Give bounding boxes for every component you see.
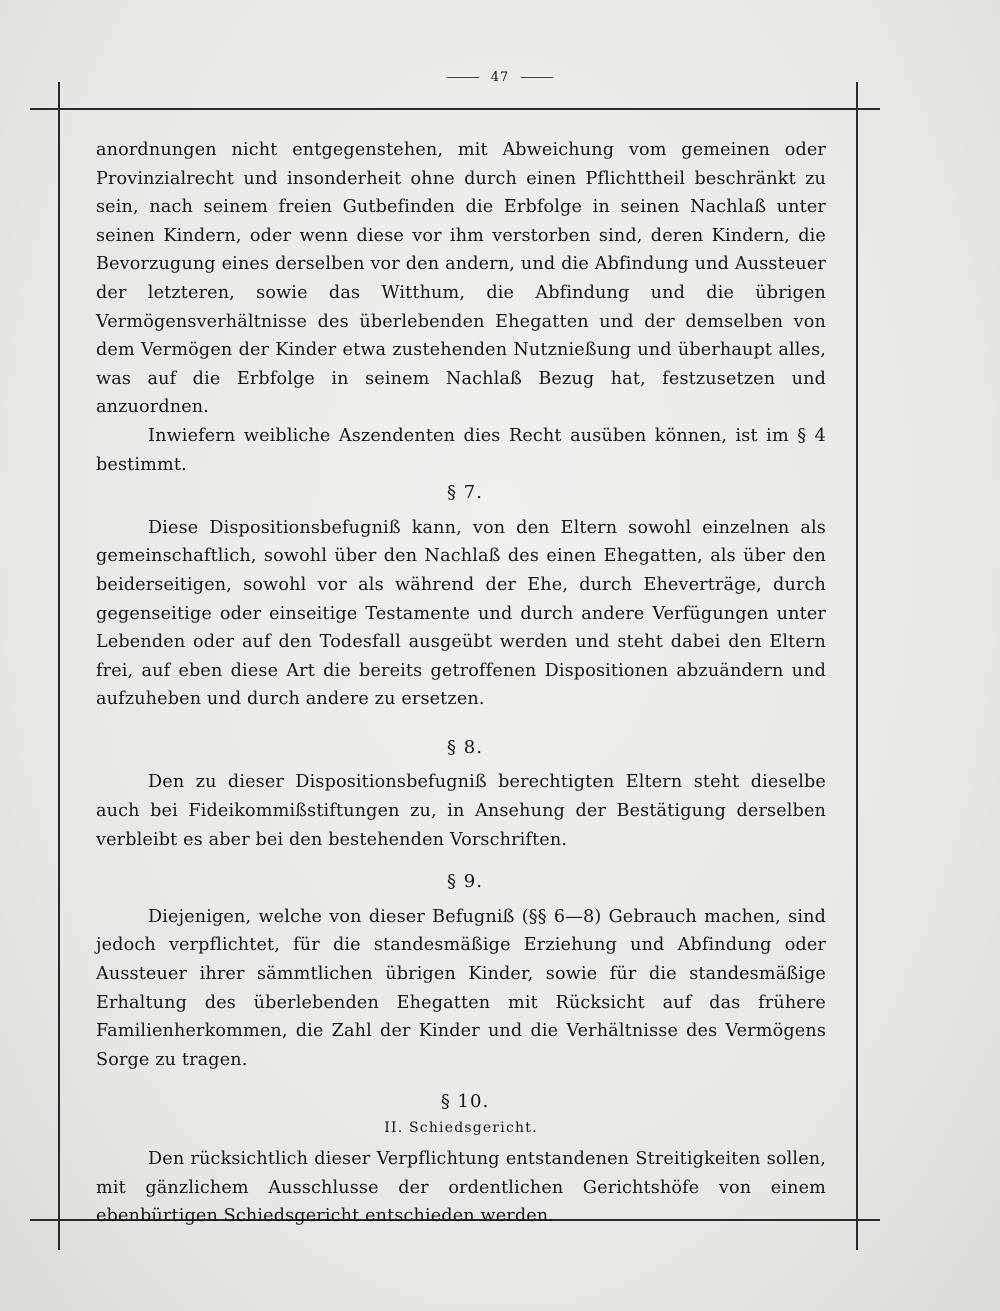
frame-top-rule bbox=[30, 108, 880, 110]
section-9-text: Diejenigen, welche von dieser Befugniß (§§ 6—8) Gebrauch machen, sind jedoch verpflichtet, für die standesmäßige Erziehung und Abfindung oder Aussteuer ihrer sämmtlichen übrigen Kinder, sowie für die standesmäßige Erhaltung des überlebenden Ehegatten mit Rücksicht auf das frühere Familienherkommen, die Zahl der Kinder und die Verhältnisse des Vermögens Sorge zu tragen. bbox=[96, 906, 826, 1070]
section-8-heading: § 8. bbox=[447, 736, 483, 758]
section-9-heading: § 9. bbox=[447, 871, 483, 893]
page-number: 47 bbox=[490, 70, 510, 85]
section-7-text: Diese Dispositionsbefugniß kann, von den Eltern sowohl einzelnen als gemeinschaftlich, sowohl über den Nachlaß des einen Ehegatten, als über den beiderseitigen, sowohl vor als während der Ehe, durch Eheverträge, durch gegenseitige oder einseitige Testamente und durch andere Verfügungen unter Lebenden oder auf den Todesfall ausgeübt werden und steht dabei den Eltern frei, auf eben diese Art die bereits getroffenen Dispositionen abzuändern und aufzuheben und durch andere zu ersetzen. bbox=[96, 517, 826, 710]
frame-right-rule bbox=[856, 82, 858, 1250]
section-10-heading: § 10. bbox=[440, 1091, 490, 1113]
header-dash-right bbox=[521, 77, 553, 78]
section-10-subheading: II. Schiedsgericht. bbox=[384, 1120, 538, 1136]
section-8-text: Den zu dieser Dispositionsbefugniß berechtigten Eltern steht dieselbe auch bei Fideikommißstiftungen zu, in Ansehung der Bestätigung derselben verbleibt es aber bei den bestehenden Vorschriften. bbox=[96, 772, 826, 850]
paragraph-intro-aszendenten: Inwiefern weibliche Aszendenten dies Recht ausüben können, ist im § 4 bestimmt. bbox=[96, 425, 826, 475]
page-header bbox=[0, 70, 1000, 85]
section-10-text: Den rücksichtlich dieser Verpflichtung entstandenen Streitigkeiten sollen, mit gänzlichem Ausschlusse der ordentlichen Gerichtshöfe von einem ebenbürtigen Schiedsgericht entschieden werden. bbox=[96, 1149, 826, 1227]
body-text bbox=[96, 136, 826, 1231]
section-7-heading: § 7. bbox=[447, 482, 483, 504]
paragraph-intro-continuation: anordnungen nicht entgegenstehen, mit Abweichung vom gemeinen oder Provinzialrecht und insonderheit ohne durch einen Pflichttheil beschränkt zu sein, nach seinem freien Gutbefinden die Erbfolge in seinen Nachlaß unter seinen Kindern, oder wenn diese vor ihm verstorben sind, deren Kindern, die Bevorzugung eines derselben vor den andern, und die Abfindung und Aussteuer der letzteren, sowie das Witthum, die Abfindung und die übrigen Vermögensverhältnisse des überlebenden Ehegatten und der demselben von dem Vermögen der Kinder etwa zustehenden Nutznießung und überhaupt alles, was auf die Erbfolge in seinem Nachlaß Bezug hat, festzusetzen und anzuordnen. bbox=[96, 140, 826, 418]
header-dash-left bbox=[447, 77, 479, 78]
frame-left-rule bbox=[58, 82, 60, 1250]
